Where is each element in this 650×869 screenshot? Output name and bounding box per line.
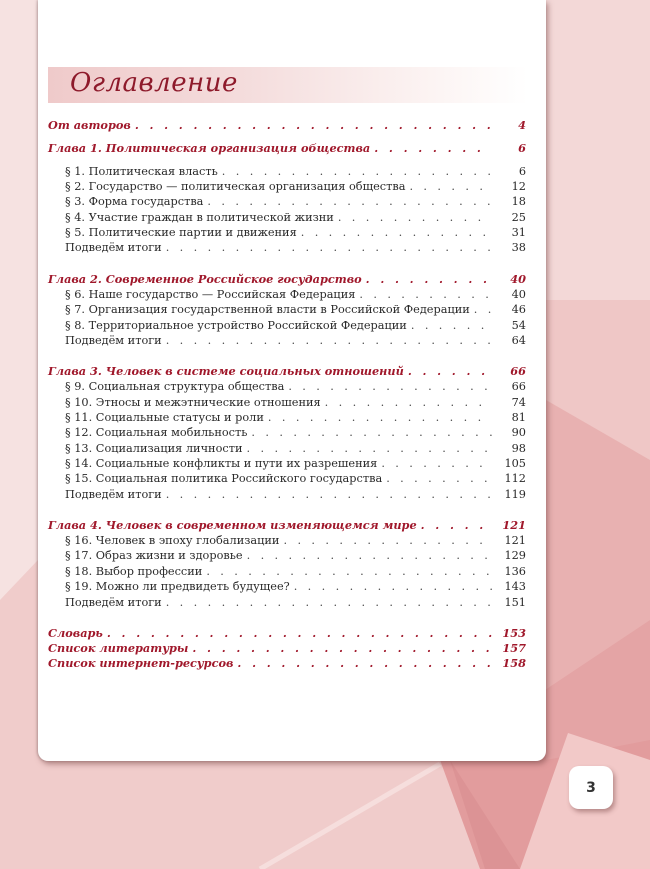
dot-leader [421,518,492,533]
toc-entry-section[interactable] [48,379,526,394]
dot-leader [325,395,492,410]
toc-entry-summary[interactable] [48,487,526,502]
dot-leader [409,179,492,194]
toc-entry-page: 66 [510,364,526,378]
dot-leader [166,595,492,610]
toc-entry-section[interactable] [48,194,526,209]
toc-entry-section[interactable] [48,548,526,563]
toc-entry-page: 121 [504,534,526,547]
dot-leader [207,194,492,209]
dot-leader [206,564,492,579]
toc-entry-label: § 9. Социальная структура общества [65,380,285,393]
dot-leader [107,626,492,641]
toc-entry-chapter[interactable] [48,141,526,156]
toc-entry-section[interactable] [48,210,526,225]
toc-entry-page: 81 [511,411,526,424]
dot-leader [166,240,492,255]
toc-entry-label: § 1. Политическая власть [65,165,218,178]
toc-entry-label: Подведём итоги [65,596,162,609]
toc-entry-section[interactable] [48,164,526,179]
toc-entry-section[interactable] [48,564,526,579]
toc-entry-section[interactable] [48,318,526,333]
toc-entry-label: § 19. Можно ли предвидеть будущее? [65,580,290,593]
toc-entry-section[interactable] [48,302,526,317]
toc-entry-page: 64 [511,334,526,347]
toc-entry-label: § 8. Территориальное устройство Российской Федерации [65,319,407,332]
dot-leader [247,548,492,563]
dot-leader [192,641,492,656]
dot-leader [301,225,492,240]
toc-entry-page: 31 [511,226,526,239]
dot-leader [283,533,492,548]
toc-entry-label: § 4. Участие граждан в политической жизни [65,211,334,224]
toc-entry-label: § 15. Социальная политика Российского государства [65,472,383,485]
toc-entry-label: Подведём итоги [65,334,162,347]
toc-entry-chapter[interactable] [48,641,526,656]
page-title: Оглавление [70,68,238,98]
toc-entry-section[interactable] [48,425,526,440]
dot-leader [338,210,492,225]
toc-entry-page: 158 [502,656,526,670]
toc-entry-page: 90 [511,426,526,439]
toc-entry-chapter[interactable] [48,364,526,379]
toc-entry-label: Глава 2. Современное Российское государство [48,272,362,286]
toc-entry-page: 121 [502,518,526,532]
toc-entry-label: От авторов [48,118,131,132]
toc-entry-page: 4 [518,118,526,132]
toc-entry-section[interactable] [48,179,526,194]
toc-entry-page: 46 [511,303,526,316]
toc-entry-label: § 2. Государство — политическая организация общества [65,180,406,193]
toc-entry-page: 54 [511,319,526,332]
dot-leader [294,579,492,594]
toc-entry-page: 18 [511,195,526,208]
toc-entry-page: 129 [504,549,526,562]
toc-entry-page: 40 [511,288,526,301]
toc-entry-label: § 3. Форма государства [65,195,204,208]
toc-entry-page: 66 [511,380,526,393]
toc-entry-page: 40 [510,272,526,286]
toc-entry-label: § 12. Социальная мобильность [65,426,248,439]
toc-entry-label: § 14. Социальные конфликты и пути их разрешения [65,457,378,470]
toc-entry-chapter[interactable] [48,656,526,671]
dot-leader [411,318,492,333]
dot-leader [381,456,492,471]
toc-entry-page: 6 [518,141,526,155]
toc-entry-page: 12 [511,180,526,193]
toc-entry-label: § 16. Человек в эпоху глобализации [65,534,280,547]
toc-entry-page: 38 [511,241,526,254]
toc-entry-label: § 5. Политические партии и движения [65,226,297,239]
toc-entry-label: Глава 1. Политическая организация общества [48,141,371,155]
toc-entry-section[interactable] [48,456,526,471]
toc-entry-summary[interactable] [48,333,526,348]
dot-leader [251,425,492,440]
toc-entry-chapter[interactable] [48,118,526,133]
toc-entry-page: 136 [504,565,526,578]
dot-leader [386,471,492,486]
toc-entry-label: Глава 4. Человек в современном изменяющемся мире [48,518,417,532]
toc-entry-page: 112 [504,472,526,485]
dot-leader [222,164,492,179]
toc-entry-chapter[interactable] [48,518,526,533]
toc-entry-section[interactable] [48,471,526,486]
toc-entry-section[interactable] [48,287,526,302]
toc-entry-page: 143 [504,580,526,593]
dot-leader [166,333,492,348]
toc-entry-section[interactable] [48,579,526,594]
toc-entry-label: Словарь [48,626,103,640]
toc-entry-section[interactable] [48,441,526,456]
dot-leader [135,118,492,133]
toc-entry-page: 157 [502,641,526,655]
toc-entry-page: 98 [511,442,526,455]
toc-entry-label: § 17. Образ жизни и здоровье [65,549,243,562]
toc-entry-label: § 13. Социализация личности [65,442,243,455]
dot-leader [474,302,492,317]
toc-entry-label: Подведём итоги [65,488,162,501]
toc-entry-label: Список литературы [48,641,189,655]
toc-entry-label: § 7. Организация государственной власти в Российской Федерации [65,303,470,316]
toc-entry-section[interactable] [48,410,526,425]
toc-entry-section[interactable] [48,533,526,548]
toc-entry-page: 6 [518,165,526,178]
toc-entry-summary[interactable] [48,240,526,255]
toc-entry-label: Подведём итоги [65,241,162,254]
toc-entry-page: 151 [504,596,526,609]
toc-entry-label: § 10. Этносы и межэтнические отношения [65,396,321,409]
toc-entry-label: § 11. Социальные статусы и роли [65,411,264,424]
toc-entry-chapter[interactable] [48,626,526,641]
dot-leader [268,410,492,425]
toc-entry-label: § 18. Выбор профессии [65,565,203,578]
toc-entry-section[interactable] [48,395,526,410]
toc-entry-page: 25 [511,211,526,224]
dot-leader [366,272,492,287]
dot-leader [247,441,493,456]
dot-leader [237,656,492,671]
toc-entry-section[interactable] [48,225,526,240]
toc-entry-page: 119 [504,488,526,501]
dot-leader [288,379,492,394]
toc-entry-label: Список интернет-ресурсов [48,656,234,670]
dot-leader [166,487,492,502]
toc-entry-page: 153 [502,626,526,640]
toc-entry-chapter[interactable] [48,272,526,287]
dot-leader [408,364,492,379]
toc-entry-label: § 6. Наше государство — Российская Федерация [65,288,356,301]
toc-entry-summary[interactable] [48,595,526,610]
dot-leader [374,141,492,156]
toc-entry-page: 74 [511,396,526,409]
dot-leader [359,287,492,302]
page-number-badge: 3 [569,766,613,809]
toc-entry-page: 105 [504,457,526,470]
toc-entry-label: Глава 3. Человек в системе социальных отношений [48,364,404,378]
